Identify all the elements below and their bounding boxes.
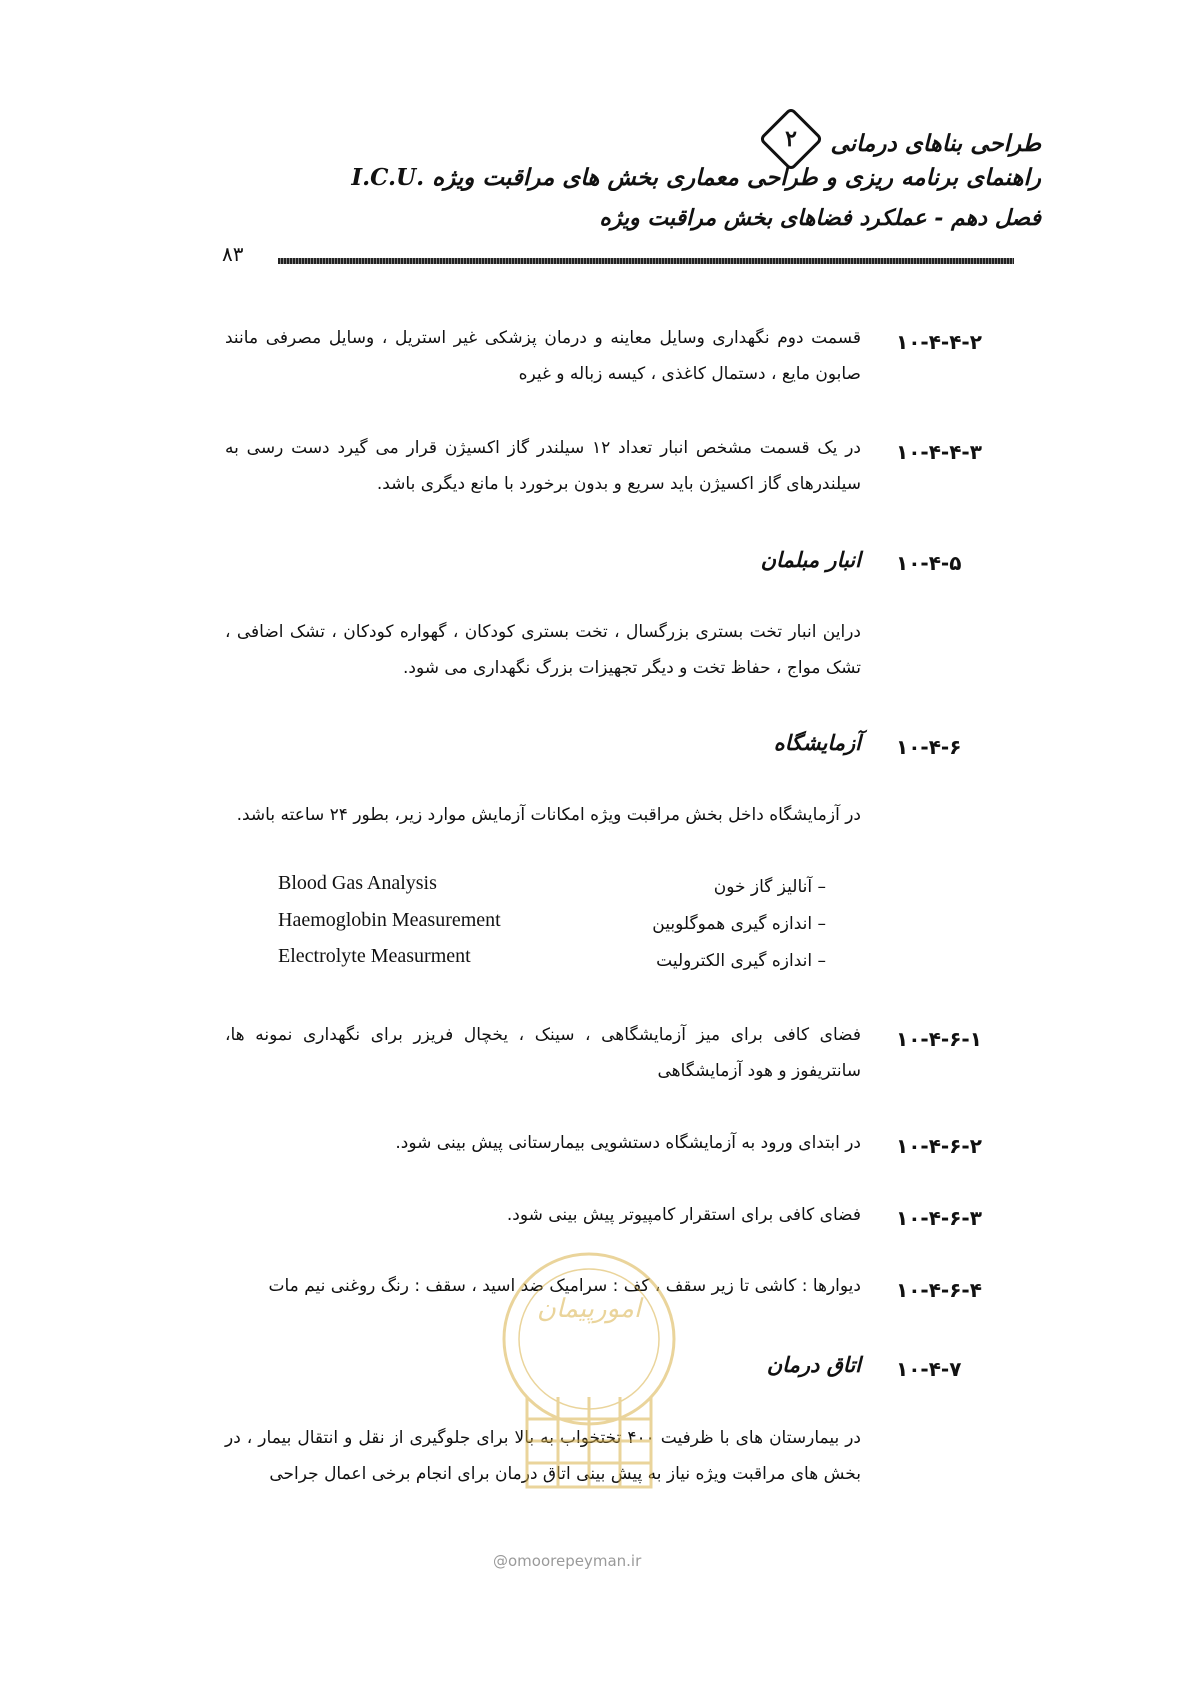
header-line1: طراحی بناهای درمانی xyxy=(830,130,1041,157)
lab-item-fa: – آنالیز گاز خون xyxy=(713,877,826,897)
lab-item-en: Electrolyte Measurment xyxy=(278,945,471,967)
section-number: ۱۰-۴-۶-۲ xyxy=(896,1134,982,1158)
watermark-logo-icon xyxy=(497,1247,681,1527)
section-text: فضای کافی برای میز آزمایشگاهی ، سینک ، یخچال فریزر برای نگهداری نمونه ها، سانتریفوز و هود آزمایشگاهی xyxy=(225,1025,861,1081)
lab-item-fa: – اندازه گیری الکترولیت xyxy=(656,951,826,971)
header-book-title xyxy=(768,122,1041,168)
section-number: ۱۰-۴-۶-۱ xyxy=(896,1027,982,1051)
section-text: قسمت دوم نگهداری وسایل معاینه و درمان پزشکی غیر استریل ، وسایل مصرفی مانند صابون مایع ، دستمال کاغذی ، کیسه زباله و غیره xyxy=(225,328,861,384)
page-number: ۸۳ xyxy=(222,242,244,266)
section-number: ۱۰-۴-۵ xyxy=(896,551,962,575)
section-text: فضای کافی برای استقرار کامپیوتر پیش بینی شود. xyxy=(506,1205,861,1225)
header-line2: راهنمای برنامه ریزی و طراحی معماری بخش های مراقبت ویژه .I.C.U xyxy=(351,164,1041,191)
header-rule xyxy=(278,258,1014,264)
at-icon: @ xyxy=(493,1552,508,1570)
section-text: دراین انبار تخت بستری بزرگسال ، تخت بستری کودکان ، گهواره کودکان ، تشک اضافی ، تشک مواج ، حفاظ تخت و دیگر تجهیزات بزرگ نگهداری می شود. xyxy=(225,622,861,678)
section-title: اتاق درمان xyxy=(766,1352,861,1377)
section-number: ۱۰-۴-۷ xyxy=(896,1357,962,1381)
volume-badge xyxy=(759,106,824,171)
section-text: در آزمایشگاه داخل بخش مراقبت ویژه امکانات آزمایش موارد زیر، بطور ۲۴ ساعته باشد. xyxy=(236,805,861,825)
section-number: ۱۰-۴-۶-۴ xyxy=(896,1278,982,1302)
section-text: در بیمارستان های با ظرفیت ۴۰۰ تختخواب به بالا برای جلوگیری از نقل و انتقال بیمار ، در بخش های مراقبت ویژه نیاز به پیش بینی اتاق درمان برای انجام برخی اعمال جراحی xyxy=(225,1428,861,1484)
section-text: در یک قسمت مشخص انبار تعداد ۱۲ سیلندر گاز اکسیژن قرار می گیرد دست رسی به سیلندرهای گاز اکسیژن باید سریع و بدون برخورد با مانع دیگری باشد. xyxy=(225,438,861,494)
section-title: انبار مبلمان xyxy=(760,547,861,572)
watermark-site xyxy=(493,1552,641,1570)
section-number: ۱۰-۴-۶-۳ xyxy=(896,1206,982,1230)
section-text: دیوارها : کاشی تا زیر سقف ، کف : سرامیک ضد اسید ، سقف : رنگ روغنی نیم مات xyxy=(268,1276,861,1296)
watermark-site-text: omoorepeyman.ir xyxy=(508,1552,642,1570)
section-title: آزمایشگاه xyxy=(773,730,861,755)
volume-number: ۲ xyxy=(785,126,798,152)
section-number: ۱۰-۴-۶ xyxy=(896,735,962,759)
lab-item-en: Haemoglobin Measurement xyxy=(278,909,501,931)
section-number: ۱۰-۴-۴-۳ xyxy=(896,440,982,464)
lab-item-en: Blood Gas Analysis xyxy=(278,872,437,894)
watermark-text: امورپیمان xyxy=(536,1294,642,1324)
header-chapter: فصل دهم - عملکرد فضاهای بخش مراقبت ویژه xyxy=(599,205,1041,231)
lab-item-fa: – اندازه گیری هموگلوبین xyxy=(652,914,826,934)
section-text: در ابتدای ورود به آزمایشگاه دستشویی بیمارستانی پیش بینی شود. xyxy=(395,1133,861,1153)
section-number: ۱۰-۴-۴-۲ xyxy=(896,330,982,354)
